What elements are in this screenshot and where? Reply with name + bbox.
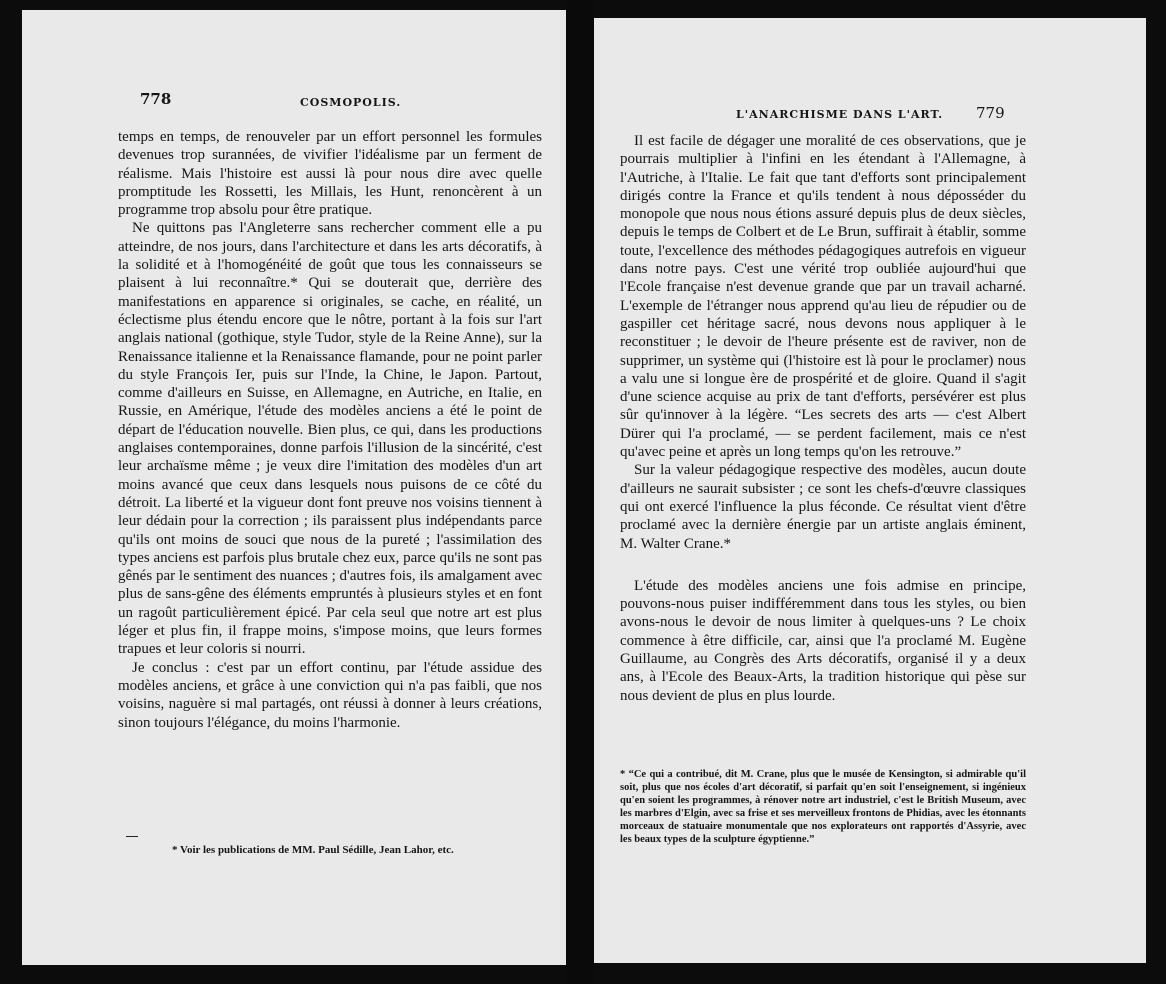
footnote-rule: [126, 836, 138, 837]
running-head: COSMOPOLIS.: [300, 96, 402, 109]
body-text: [620, 132, 1026, 705]
paragraph: Je conclus : c'est par un effort continu, par l'étude assidue des modèles anciens, et grâce à une conviction qui n'a pas faibli, que nos voisins, naguère si mal partagés, ont réussi à donner à leurs créations, sinon toujours l'élégance, du moins l'harmonie.: [118, 659, 542, 731]
footnote: * “Ce qui a contribué, dit M. Crane, plus que le musée de Kensington, si admirable qu'il soit, plus que nos écoles d'art décoratif, si parfait qu'en soit l'enseignement, si ingénieux qu'en soient les programmes, à rénover notre art industriel, c'est le British Museum, avec les marbres d'Elgin, avec sa frise et ses merveilleux frontons de Phidias, avec les étonnants morceaux de statuaire monumentale que nos explorateurs ont rapportés d'Assyrie, avec les beaux types de la sculpture égyptienne.”: [620, 769, 1026, 845]
right-page: [594, 18, 1146, 963]
paragraph: L'étude des modèles anciens une fois admise en principe, pouvons-nous puiser indifféremment dans tous les styles, ou bien avons-nous le devoir de nous limiter à quelques-uns ? Le choix commence à être difficile, car, ainsi que l'a proclamé M. Eugène Guillaume, au Congrès des Arts décoratifs, organisé il y a deux ans, à l'Ecole des Beaux-Arts, la tradition historique qui pèse sur nous devient de plus en plus lourde.: [620, 577, 1026, 704]
paragraph: Sur la valeur pédagogique respective des modèles, aucun doute d'ailleurs ne saurait subsister ; ce sont les chefs-d'œuvre classiques qui ont exercé l'influence la plus féconde. Ce résultat vient d'être proclamé avec la dernière énergie par un artiste anglais éminent, M. Walter Crane.*: [620, 462, 1026, 552]
footnote: * Voir les publications de MM. Paul Sédille, Jean Lahor, etc.: [172, 844, 454, 856]
book-gutter: [566, 0, 594, 984]
page-number: 779: [976, 104, 1005, 122]
page-number: 778: [140, 90, 172, 108]
running-head: L'ANARCHISME DANS L'ART.: [736, 108, 944, 121]
left-page: [22, 10, 570, 965]
paragraph: Il est facile de dégager une moralité de ces observations, que je pourrais multiplier à l'infini en les étendant à l'Allemagne, à l'Autriche, à l'Italie. Le fait que tant d'efforts sont principalement dirigés contre la France et qu'ils tendent à nous déposséder du monopole que nous nous étions assuré depuis plus de deux siècles, depuis le temps de Colbert et de Le Brun, suffirait à établir, somme toute, l'excellence des méthodes pédagogiques autrefois en vigueur dans notre pays. C'est une vérité trop oubliée aujourd'hui que l'Ecole française n'est devenue grande que par un travail acharné. L'exemple de l'étranger nous apprend qu'au lieu de répudier ou de gaspiller cet héritage sacré, nous devons nous appliquer à le reconstituer ; le devoir de l'heure présente est de raviver, non de supprimer, un système qui (l'histoire est là pour le proclamer) nous a valu une si longue ère de prospérité et de gloire. Quand il s'agit d'une science acquise au prix de tant d'efforts, persévérer est plus sûr qu'innover à la légère. “Les secrets des arts — c'est Albert Dürer qui l'a proclamé, — se perdent facilement, mais ce n'est qu'avec peine et après un long temps qu'on les retrouve.”: [620, 133, 1026, 461]
body-text: [118, 128, 542, 732]
paragraph: Ne quittons pas l'Angleterre sans rechercher comment elle a pu atteindre, de nos jours, dans l'architecture et dans les arts décoratifs, à la solidité et à l'homogénéité de goût que tous les connaisseurs se plaisent à lui reconnaître.* Qui se douterait que, derrière des manifestations en apparence si originales, se cache, en réalité, un éclectisme plus étendu encore que le nôtre, portant à la fois sur l'art anglais national (gothique, style Tudor, style de la Reine Anne), sur la Renaissance italienne et la Renaissance flamande, pour ne point parler du style François Ier, puis sur l'Inde, la Chine, le Japon. Partout, comme d'ailleurs en Suisse, en Allemagne, en Autriche, en Italie, en Russie, en Amérique, l'étude des modèles anciens a été le point de départ de l'éducation nouvelle. Bien plus, ce qui, dans les productions anglaises contemporaines, donne parfois l'illusion de la sincérité, c'est leur archaïsme même ; je veux dire l'imitation des modèles d'un art moins avancé que ceux dans lesquels nous puisons de ce côté du détroit. La liberté et la vigueur dont font preuve nos voisins tiennent à leur dédain pour la correction ; ils paraissent plus indépendants parce qu'ils ont moins de souci que nous de la pureté ; l'assimilation des types anciens est parfois plus brutale chez eux, parce qu'ils ne sont pas gênés par le sentiment des nuances ; d'autres fois, ils amalgament avec plus de sans-gêne des éléments empruntés à plusieurs styles et en font un ragoût particulièrement épicé. Par cela seul que notre art est plus léger et plus fin, il frappe moins, s'impose moins, que leurs formes trapues et leur coloris si nourri.: [118, 220, 542, 658]
paragraph: temps en temps, de renouveler par un effort personnel les formules devenues trop surannées, de vivifier l'idéalisme par un ferment de réalisme. Mais l'histoire est aussi là pour nous dire avec quelle promptitude les Rossetti, les Millais, les Hunt, renoncèrent à un programme trop absolu pour être pratique.: [118, 129, 542, 219]
